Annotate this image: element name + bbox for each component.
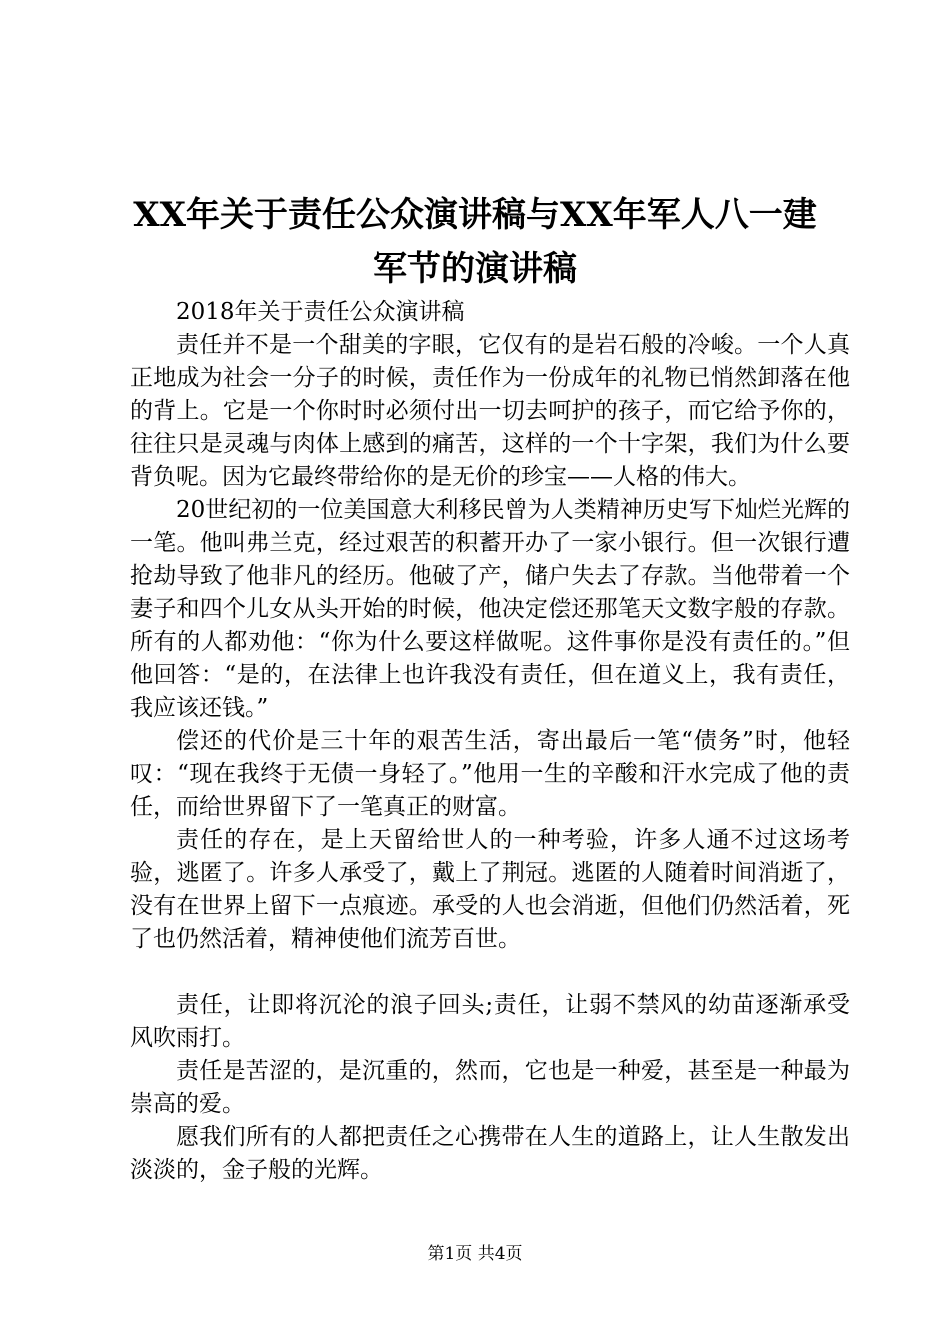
paragraph-7: 愿我们所有的人都把责任之心携带在人生的道路上，让人生散发出淡淡的，金子般的光辉。 (130, 1124, 850, 1183)
paragraph-2: 20世纪初的一位美国意大利移民曾为人类精神历史写下灿烂光辉的一笔。他叫弗兰克，经过艰苦的积蓄开办了一家小银行。但一次银行遭抢劫导致了他非凡的经历。他破了产，储户失去了存款。当他带着一个妻子和四个儿女从头开始的时候，他决定偿还那笔天文数字般的存款。所有的人都劝他：“你为什么要这样做呢。这件事你是没有责任的。”但他回答：“是的，在法律上也许我没有责任，但在道义上，我有责任，我应该还钱。” (130, 497, 850, 721)
paragraph-spacer (130, 956, 850, 989)
section-subtitle: 2018年关于责任公众演讲稿 (176, 299, 465, 325)
paragraph-3: 偿还的代价是三十年的艰苦生活，寄出最后一笔“债务”时，他轻叹：“现在我终于无债一身轻了。”他用一生的辛酸和汗水完成了他的责任，而给世界留下了一笔真正的财富。 (130, 728, 850, 820)
paragraph-5: 责任，让即将沉沦的浪子回头;责任，让弱不禁风的幼苗逐渐承受风吹雨打。 (130, 992, 850, 1051)
paragraph-4: 责任的存在，是上天留给世人的一种考验，许多人通不过这场考验，逃匿了。许多人承受了，戴上了荆冠。逃匿的人随着时间消逝了，没有在世界上留下一点痕迹。承受的人也会消逝，但他们仍然活着，死了也仍然活着，精神使他们流芳百世。 (130, 827, 850, 952)
page-footer: 第1页 共4页 (427, 1244, 523, 1264)
paragraph-6: 责任是苦涩的，是沉重的，然而，它也是一种爱，甚至是一种最为崇高的爱。 (130, 1058, 850, 1117)
paragraph-1: 责任并不是一个甜美的字眼，它仅有的是岩石般的冷峻。一个人真正地成为社会一分子的时候，责任作为一份成年的礼物已悄然卸落在他的背上。它是一个你时时必须付出一切去呵护的孩子，而它给予你的，往往只是灵魂与肉体上感到的痛苦，这样的一个十字架，我们为什么要背负呢。因为它最终带给你的是无价的珍宝——人格的伟大。 (130, 332, 850, 490)
document-body (130, 296, 850, 1187)
document-title: XX年关于责任公众演讲稿与XX年军人八一建军节的演讲稿 (133, 195, 817, 289)
